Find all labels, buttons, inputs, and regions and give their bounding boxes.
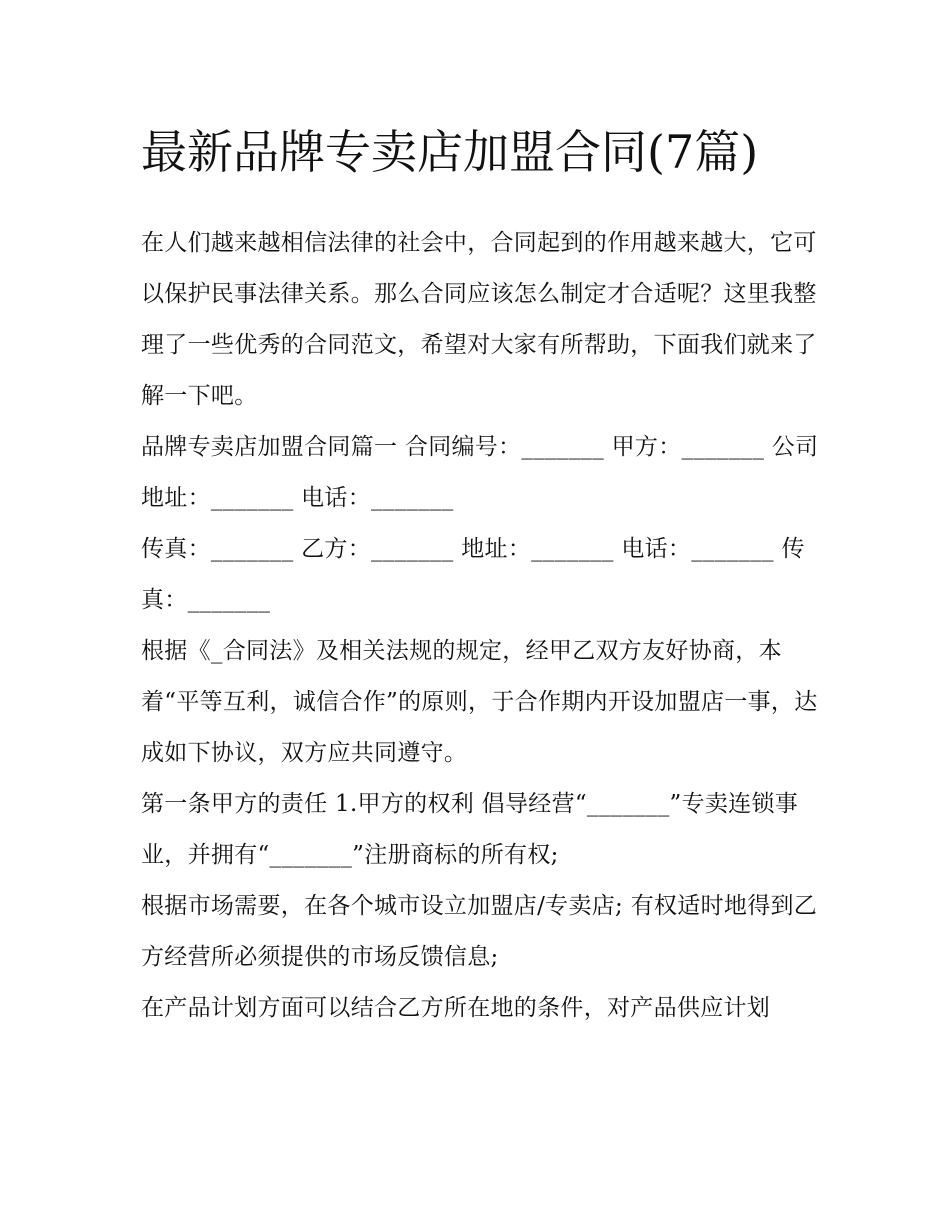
- document-page: [141, 112, 821, 1034]
- article-one-product-plan: 在产品计划方面可以结合乙方所在地的条件，对产品供应计划: [141, 995, 771, 1021]
- intro-paragraph: 在人们越来越相信法律的社会中，合同起到的作用越来越大，它可以保护民事法律关系。那么合同应该怎么制定才合适呢？这里我整理了一些优秀的合同范文，希望对大家有所帮助，下面我们就来了解一下吧。: [141, 230, 817, 409]
- article-one-market: 根据市场需要，在各个城市设立加盟店/专卖店; 有权适时地得到乙方经营所必须提供的市场反馈信息;: [141, 893, 818, 970]
- contract-header-party-b: 传真：_______ 乙方：_______ 地址：_______ 电话：_______ 传真：_______: [141, 536, 805, 613]
- article-one-rights: 第一条甲方的责任 1.甲方的权利 倡导经营“_______”专卖连锁事业，并拥有“_______”注册商标的所有权;: [141, 791, 799, 868]
- contract-header-party-a: 品牌专卖店加盟合同篇一 合同编号：_______ 甲方：_______ 公司地址：_______ 电话：_______: [141, 434, 819, 511]
- preamble-paragraph: 根据《_合同法》及相关法规的规定，经甲乙双方友好协商，本着“平等互利，诚信合作”的原则，于合作期内开设加盟店一事，达成如下协议，双方应共同遵守。: [141, 638, 818, 766]
- document-body: [141, 218, 821, 1034]
- document-title: 最新品牌专卖店加盟合同(7篇): [141, 125, 759, 179]
